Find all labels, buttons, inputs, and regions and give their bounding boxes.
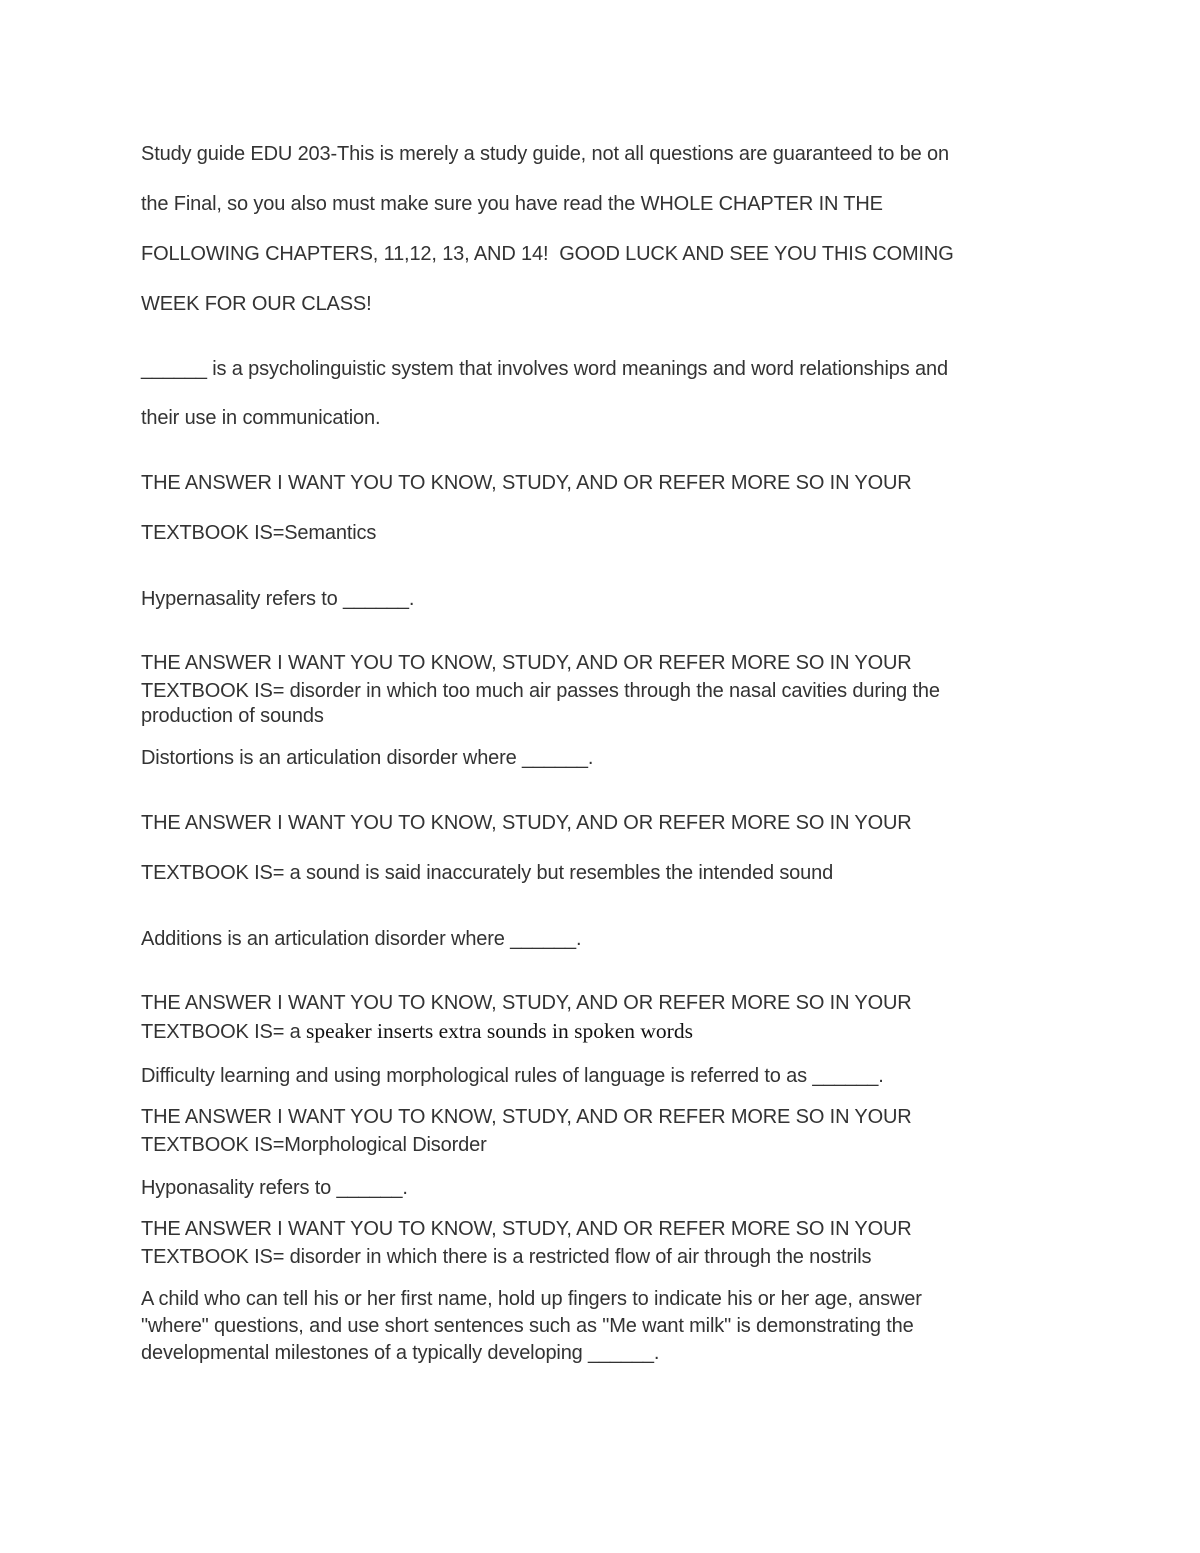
intro-line-4: WEEK FOR OUR CLASS! (141, 293, 372, 315)
q5-answer-line-2: TEXTBOOK IS=Morphological Disorder (141, 1134, 487, 1156)
q3-answer-line-2: TEXTBOOK IS= a sound is said inaccurately but resembles the intended sound (141, 862, 834, 884)
q2-answer-line-1: THE ANSWER I WANT YOU TO KNOW, STUDY, AND OR REFER MORE SO IN YOUR (141, 652, 912, 674)
q2-question-line-1: Hypernasality refers to ______. (141, 588, 415, 610)
q7-question-line-2: "where" questions, and use short sentences such as "Me want milk" is demonstrating the (141, 1315, 914, 1337)
q4-answer-prefix: TEXTBOOK IS= a (141, 1021, 307, 1043)
q4-answer-line-1: THE ANSWER I WANT YOU TO KNOW, STUDY, AND OR REFER MORE SO IN YOUR (141, 992, 912, 1014)
q3-question-line-1: Distortions is an articulation disorder where ______. (141, 747, 594, 769)
q3-answer-line-1: THE ANSWER I WANT YOU TO KNOW, STUDY, AND OR REFER MORE SO IN YOUR (141, 812, 912, 834)
q2-answer-line-3: production of sounds (141, 705, 324, 727)
q5-answer-line-1: THE ANSWER I WANT YOU TO KNOW, STUDY, AND OR REFER MORE SO IN YOUR (141, 1106, 912, 1128)
q1-answer-line-1: THE ANSWER I WANT YOU TO KNOW, STUDY, AND OR REFER MORE SO IN YOUR (141, 472, 912, 494)
q7-question-line-3: developmental milestones of a typically developing ______. (141, 1342, 660, 1364)
q1-question-line-1: ______ is a psycholinguistic system that involves word meanings and word relationships and (141, 358, 948, 380)
q4-answer-line-2 (141, 1019, 693, 1044)
q2-answer-line-2: TEXTBOOK IS= disorder in which too much air passes through the nasal cavities during the (141, 680, 940, 702)
intro-line-2: the Final, so you also must make sure you have read the WHOLE CHAPTER IN THE (141, 193, 883, 215)
q7-question-line-1: A child who can tell his or her first name, hold up fingers to indicate his or her age, answer (141, 1288, 922, 1310)
q5-question-line-1: Difficulty learning and using morphological rules of language is referred to as ______. (141, 1065, 884, 1087)
q6-answer-line-1: THE ANSWER I WANT YOU TO KNOW, STUDY, AND OR REFER MORE SO IN YOUR (141, 1218, 912, 1240)
intro-line-3: FOLLOWING CHAPTERS, 11,12, 13, AND 14! GOOD LUCK AND SEE YOU THIS COMING (141, 243, 954, 265)
q1-question-line-2: their use in communication. (141, 407, 381, 429)
q4-question-line-1: Additions is an articulation disorder where ______. (141, 928, 582, 950)
q6-question-line-1: Hyponasality refers to ______. (141, 1177, 408, 1199)
q4-answer-serif-text: speaker inserts extra sounds in spoken words (306, 1019, 693, 1043)
q1-answer-line-2: TEXTBOOK IS=Semantics (141, 522, 377, 544)
q6-answer-line-2: TEXTBOOK IS= disorder in which there is a restricted flow of air through the nostrils (141, 1246, 872, 1268)
intro-line-1: Study guide EDU 203-This is merely a study guide, not all questions are guaranteed to be on (141, 143, 949, 165)
